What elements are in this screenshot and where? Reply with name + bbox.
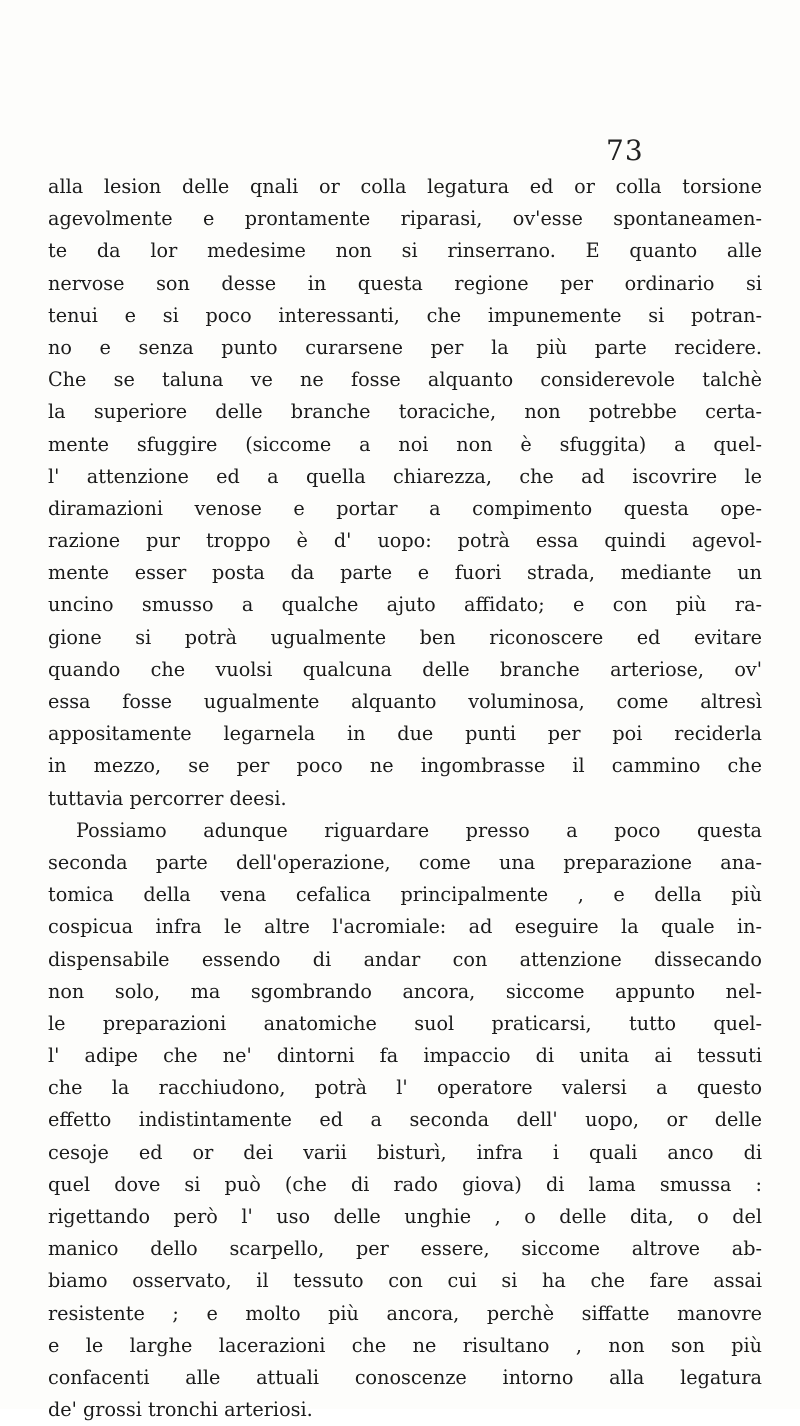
text-line: Che se taluna ve ne fosse alquanto considerevole talchè [48, 368, 762, 392]
text-line: resistente ; e molto più ancora, perchè siffatte manovre [48, 1301, 762, 1325]
text-line: le preparazioni anatomiche suol praticarsi, tutto quel- [48, 1011, 762, 1035]
text-line: appositamente legarnela in due punti per poi reciderla [48, 722, 762, 746]
text-line: tuttavia percorrer deesi. [48, 786, 287, 810]
text-line: razione pur troppo è d' uopo: potrà essa quindi agevol- [48, 529, 762, 553]
text-line: Possiamo adunque riguardare presso a poco questa [76, 818, 762, 842]
text-line: de' grossi tronchi arteriosi. [48, 1398, 313, 1422]
text-line: la superiore delle branche toraciche, non potrebbe certa- [48, 400, 762, 424]
text-line: in mezzo, se per poco ne ingombrasse il cammino che [48, 754, 762, 778]
text-line: l' adipe che ne' dintorni fa impaccio di unita ai tessuti [48, 1044, 762, 1068]
text-line: che la racchiudono, potrà l' operatore valersi a questo [48, 1076, 762, 1100]
text-line: diramazioni venose e portar a compimento questa ope- [48, 496, 762, 520]
text-line: non solo, ma sgombrando ancora, siccome appunto nel- [48, 979, 762, 1003]
text-line: rigettando però l' uso delle unghie , o delle dita, o del [48, 1205, 762, 1228]
page-number: 73 [606, 134, 644, 167]
text-line: cospicua infra le altre l'acromiale: ad eseguire la quale in- [48, 915, 762, 939]
text-line: cesoje ed or dei varii bisturì, infra i quali anco di [48, 1140, 762, 1164]
text-line: e le larghe lacerazioni che ne risultano , non son più [48, 1333, 762, 1357]
text-line: te da lor medesime non si rinserrano. E quanto alle [48, 239, 762, 263]
text-line: tenui e si poco interessanti, che impunemente si potran- [48, 303, 762, 327]
text-line: essa fosse ugualmente alquanto voluminosa, come altresì [48, 690, 762, 713]
text-line: mente esser posta da parte e fuori strada, mediante un [48, 561, 762, 585]
text-line: manico dello scarpello, per essere, siccome altrove ab- [48, 1237, 762, 1261]
text-line: alla lesion delle qnali or colla legatura ed or colla torsione [48, 175, 762, 198]
text-line: agevolmente e prontamente riparasi, ov'esse spontaneamen- [48, 207, 762, 231]
text-line: uncino smusso a qualche ajuto affidato; e con più ra- [48, 593, 762, 617]
text-line: biamo osservato, il tessuto con cui si ha che fare assai [48, 1269, 762, 1293]
text-line: nervose son desse in questa regione per ordinario si [48, 271, 762, 295]
text-line: quel dove si può (che di rado giova) di lama smussa : [48, 1172, 762, 1196]
text-line: tomica della vena cefalica principalmente , e della più [48, 883, 762, 907]
text-line: seconda parte dell'operazione, come una preparazione ana- [48, 850, 762, 874]
text-line: dispensabile essendo di andar con attenzione dissecando [48, 947, 762, 971]
text-line: effetto indistintamente ed a seconda dell' uopo, or delle [48, 1108, 762, 1132]
text-line: confacenti alle attuali conoscenze intorno alla legatura [48, 1365, 762, 1389]
text-line: mente sfuggire (siccome a noi non è sfuggita) a quel- [48, 432, 762, 456]
text-line: quando che vuolsi qualcuna delle branche arteriose, ov' [48, 657, 762, 681]
text-line: gione si potrà ugualmente ben riconoscere ed evitare [48, 625, 762, 649]
text-line: no e senza punto curarsene per la più parte recidere. [48, 335, 762, 359]
body-text [48, 171, 762, 1426]
text-line: l' attenzione ed a quella chiarezza, che ad iscovrire le [48, 464, 762, 488]
